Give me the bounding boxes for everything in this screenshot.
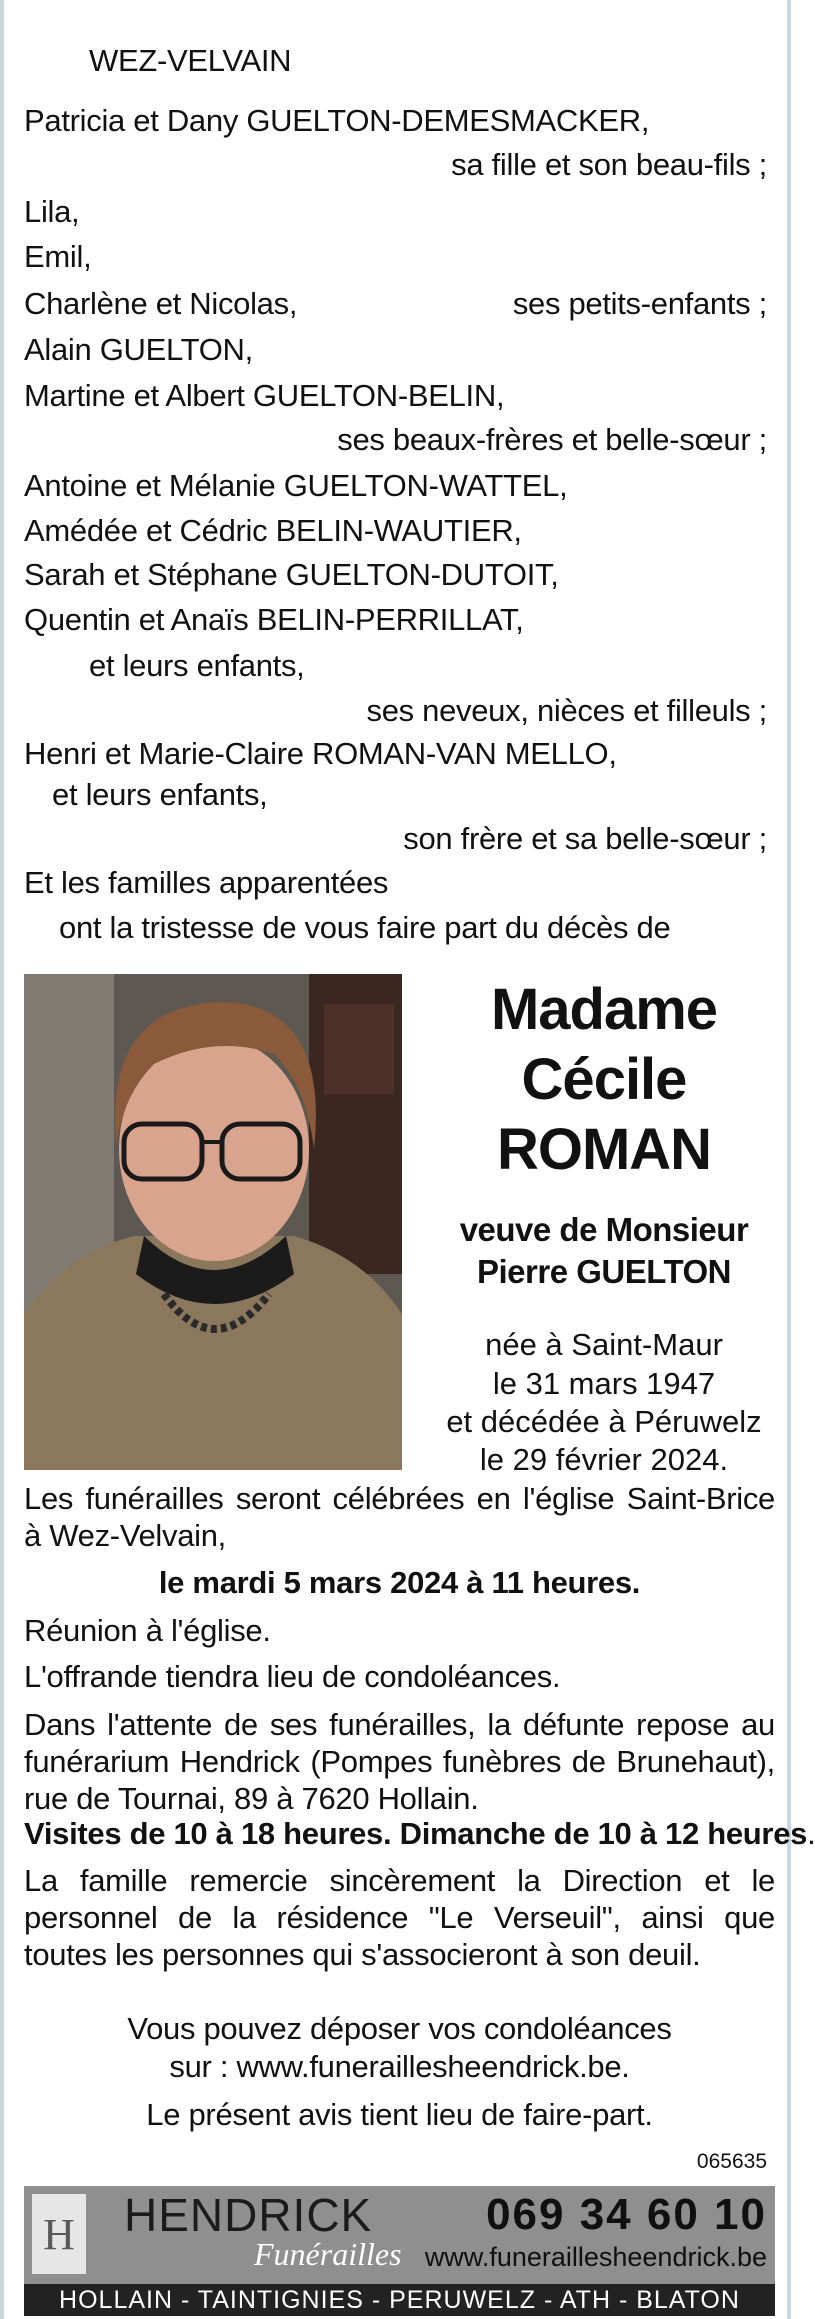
visits-line bbox=[24, 1815, 815, 1853]
family-line: Charlène et Nicolas, bbox=[24, 286, 298, 321]
family-line: Emil, bbox=[24, 239, 92, 274]
family-line: ont la tristesse de vous faire part du décès de bbox=[59, 910, 671, 945]
family-relation: son frère et sa belle-sœur ; bbox=[403, 821, 767, 856]
birth-place: née à Saint-Maur bbox=[485, 1327, 723, 1362]
phone-number[interactable]: 069 34 60 10 bbox=[486, 2190, 767, 2239]
thanks-paragraph: La famille remercie sincèrement la Direction et le personnel de la résidence "Le Verseuil", ainsi que toutes les personnes qui s'associeront à son deuil. bbox=[24, 1863, 775, 1972]
family-line: et leurs enfants, bbox=[89, 648, 305, 683]
family-relation: ses petits-enfants ; bbox=[512, 286, 767, 321]
widow-line: veuve de Monsieur bbox=[459, 1211, 749, 1248]
family-line: Lila, bbox=[24, 194, 80, 229]
family-line: Patricia et Dany GUELTON-DEMESMACKER, bbox=[24, 103, 650, 138]
reference-number: 065635 bbox=[696, 2150, 767, 2173]
h-logo-icon: H bbox=[32, 2194, 86, 2274]
funeral-date: le mardi 5 mars 2024 à 11 heures. bbox=[158, 1565, 641, 1600]
meeting-line: Réunion à l'église. bbox=[24, 1613, 271, 1648]
condolences-line: Vous pouvez déposer vos condoléances bbox=[127, 2011, 672, 2046]
website-link[interactable]: www.funeraillesheendrick.be bbox=[424, 2242, 767, 2272]
family-line: Amédée et Cédric BELIN-WAUTIER, bbox=[24, 513, 522, 548]
brand-subtitle: Funérailles bbox=[254, 2236, 402, 2272]
condolences-link[interactable]: sur : www.funeraillesheendrick.be. bbox=[169, 2049, 630, 2084]
funeral-home-banner bbox=[24, 2186, 775, 2284]
portrait-photo bbox=[24, 974, 402, 1470]
family-line: Quentin et Anaïs BELIN-PERRILLAT, bbox=[24, 602, 524, 637]
visits-end: . bbox=[807, 1816, 815, 1851]
family-line: Alain GUELTON, bbox=[24, 332, 253, 367]
deceased-first-name: Cécile bbox=[521, 1047, 687, 1112]
family-line: et leurs enfants, bbox=[52, 777, 268, 812]
death-date: le 29 février 2024. bbox=[479, 1442, 729, 1477]
birth-date: le 31 mars 1947 bbox=[492, 1366, 716, 1401]
visits-hours: Visites de 10 à 18 heures. Dimanche de 10 à 12 heures bbox=[24, 1816, 808, 1851]
widow-line: Pierre GUELTON bbox=[476, 1253, 732, 1290]
family-line: Sarah et Stéphane GUELTON-DUTOIT, bbox=[24, 557, 559, 592]
family-line: Antoine et Mélanie GUELTON-WATTEL, bbox=[24, 468, 568, 503]
notice-line: Le présent avis tient lieu de faire-part. bbox=[146, 2097, 653, 2132]
deceased-last-name: ROMAN bbox=[496, 1117, 712, 1182]
family-line: Henri et Marie-Claire ROMAN-VAN MELLO, bbox=[24, 736, 617, 771]
brand-name: HENDRICK bbox=[124, 2189, 373, 2241]
portrait-illustration bbox=[24, 974, 402, 1470]
family-line: Et les familles apparentées bbox=[24, 865, 389, 900]
family-relation: ses beaux-frères et belle-sœur ; bbox=[337, 422, 767, 457]
town-heading: WEZ-VELVAIN bbox=[89, 43, 292, 78]
family-relation: ses neveux, nièces et filleuls ; bbox=[366, 693, 767, 728]
offering-line: L'offrande tiendra lieu de condoléances. bbox=[24, 1659, 561, 1694]
cities-strip: HOLLAIN - TAINTIGNIES - PERUWELZ - ATH - BLATON bbox=[24, 2284, 775, 2316]
death-place: et décédée à Péruwelz bbox=[446, 1404, 762, 1439]
rest-paragraph: Dans l'attente de ses funérailles, la défunte repose au funérarium Hendrick (Pompes funèbres de Brunehaut), rue de Tournai, 89 à 7620 Hollain. bbox=[24, 1707, 775, 1816]
deceased-title: Madame bbox=[490, 977, 718, 1042]
family-line: Martine et Albert GUELTON-BELIN, bbox=[24, 378, 505, 413]
funeral-paragraph: Les funérailles seront célébrées en l'église Saint-Brice à Wez-Velvain, bbox=[24, 1481, 775, 1553]
family-relation: sa fille et son beau-fils ; bbox=[451, 147, 767, 182]
